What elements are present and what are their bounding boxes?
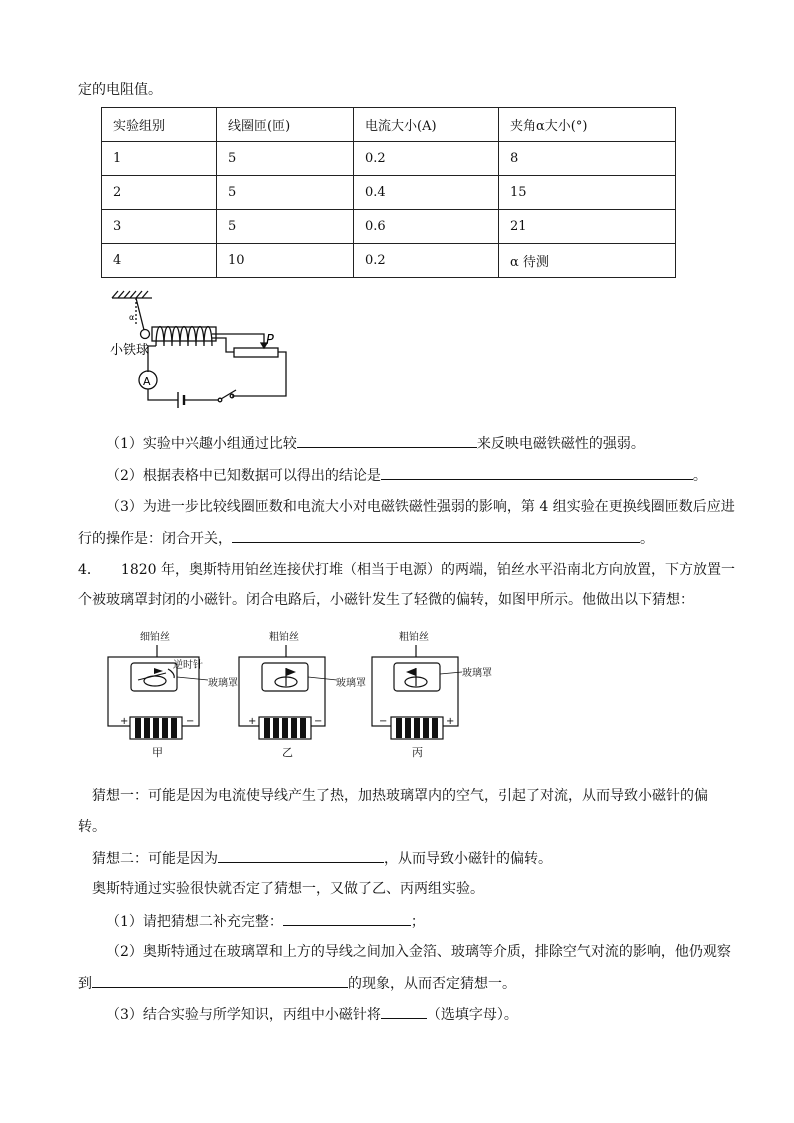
wire-label: 粗铂丝 [399,632,429,643]
table-cell: 5 [217,176,354,210]
guess2-line [92,848,552,869]
guess2-text-end: ，从而导致小磁针的偏转。 [384,851,552,867]
leader-line [440,672,462,674]
flag-yi [286,668,296,676]
table-cell: 15 [499,176,676,210]
intro-line: 定的电阻值。 [78,82,162,98]
table-cell: 5 [217,142,354,176]
ceiling-hatch [112,291,148,298]
sub3-line [106,1004,518,1025]
table-cell: 0.2 [354,142,499,176]
q3-item2 [106,465,707,486]
sub2-text: 到 [78,976,92,992]
electromagnet-circuit-diagram [100,290,300,415]
wire-label: 粗铂丝 [269,632,299,643]
table-cell: 0.4 [354,176,499,210]
data-table [101,107,676,278]
cover-label: 玻璃罩 [336,678,366,689]
answer-blank[interactable] [232,528,640,543]
answer-blank[interactable] [283,911,411,926]
minus-sign: − [314,716,323,727]
wire [148,389,178,400]
sub1-line [106,911,425,932]
q3-item1 [106,433,645,454]
flag-bing [406,668,416,676]
sub1-text-end: ； [410,914,425,930]
guess2-text: 猜想二：可能是因为 [92,851,218,867]
figure-caption: 甲 [152,746,163,759]
table-header-row [102,108,676,142]
table-header: 线圈匝(匝) [217,108,354,142]
sub1-text: （1）请把猜想二补充完整： [106,914,283,930]
plus-sign: + [446,716,455,727]
answer-blank[interactable] [218,848,384,863]
table-row [102,142,676,176]
statement-line: 奥斯特通过实验很快就否定了猜想一，又做了乙、丙两组实验。 [92,881,484,897]
q3-item3-line2 [78,528,654,549]
q3-item1-text: （1）实验中兴趣小组通过比较 [106,436,297,452]
table-cell: 8 [499,142,676,176]
wire-label: 细铂丝 [140,632,170,643]
q3-item1-text-end: 来反映电磁铁磁性的强弱。 [476,436,645,452]
answer-blank[interactable] [381,465,693,480]
figure-caption: 丙 [412,746,423,759]
sub2-line2 [78,973,516,994]
plus-sign: + [120,716,129,727]
table-row [102,244,676,278]
q3-item2-text-end: 。 [692,468,707,484]
slider-label: P [266,333,274,348]
table-cell: 1 [102,142,217,176]
cover-label: 玻璃罩 [208,678,238,689]
glass-cover [131,663,177,691]
q3-item3-text: 行的操作是：闭合开关， [78,531,232,547]
table-cell: 0.6 [354,210,499,244]
coil [156,327,212,347]
table-row [102,210,676,244]
q3-item3-line1: （3）为进一步比较线圈匝数和电流大小对电磁铁磁性强弱的影响，第 4 组实验在更换线圈匝数后应进 [106,499,735,515]
guess1-line1: 猜想一：可能是因为电流使导线产生了热，加热玻璃罩内的空气，引起了对流，从而导致小磁针的偏 [92,788,708,804]
sub3-text: （3）结合实验与所学知识，丙组中小磁针将 [106,1007,381,1023]
figure-caption: 乙 [282,746,293,759]
table-cell: 2 [102,176,217,210]
table-header: 电流大小(A) [354,108,499,142]
q4-line2: 个被玻璃罩封闭的小磁针。闭合电路后，小磁针发生了轻微的偏转，如图甲所示。他做出以下猜想： [78,592,694,608]
table-cell: 0.2 [354,244,499,278]
cover-label: 玻璃罩 [462,668,492,679]
iron-ball [141,330,150,339]
sub3-text-end: （选填字母）。 [426,1007,518,1023]
table-cell: 5 [217,210,354,244]
q3-item2-text: （2）根据表格中已知数据可以得出的结论是 [106,468,381,484]
table-cell: α 待测 [499,244,676,278]
wire [148,346,156,372]
answer-blank[interactable] [92,973,348,988]
table-cell: 3 [102,210,217,244]
table-header: 夹角α大小(°) [499,108,676,142]
table-cell: 21 [499,210,676,244]
leader-line [177,677,208,680]
plus-sign: + [248,716,257,727]
q4-text: 1820 年，奥斯特用铂丝连接伏打堆（相当于电源）的两端，铂丝水平沿南北方向放置，下方放置一 [120,562,735,578]
answer-blank[interactable] [297,433,477,448]
question-number: 4． [78,562,101,578]
table-header: 实验组别 [102,108,217,142]
table-cell: 10 [217,244,354,278]
oersted-experiment-figures [100,628,510,763]
minus-sign: − [186,716,195,727]
wire [212,338,234,352]
q3-item3-text-end: 。 [640,531,654,547]
ammeter-label: A [143,375,151,388]
string-line [136,298,144,330]
rheostat [234,348,278,357]
answer-blank[interactable] [381,1004,427,1019]
direction-label: 逆时针 [173,660,203,671]
table-row [102,176,676,210]
q4-line1 [78,560,735,580]
flag-jia [154,668,163,674]
angle-label: α [129,313,135,322]
iron-ball-label: 小铁球 [110,343,150,358]
minus-sign: − [379,716,388,727]
sub2-line1: （2）奥斯特通过在玻璃罩和上方的导线之间加入金箔、玻璃等介质，排除空气对流的影响，他仍观察 [106,944,731,960]
wire [232,352,286,396]
guess1-line2: 转。 [78,819,106,835]
leader-line [308,677,337,680]
table-cell: 4 [102,244,217,278]
sub2-text-end: 的现象，从而否定猜想一。 [348,976,516,992]
needle-base [144,676,166,686]
